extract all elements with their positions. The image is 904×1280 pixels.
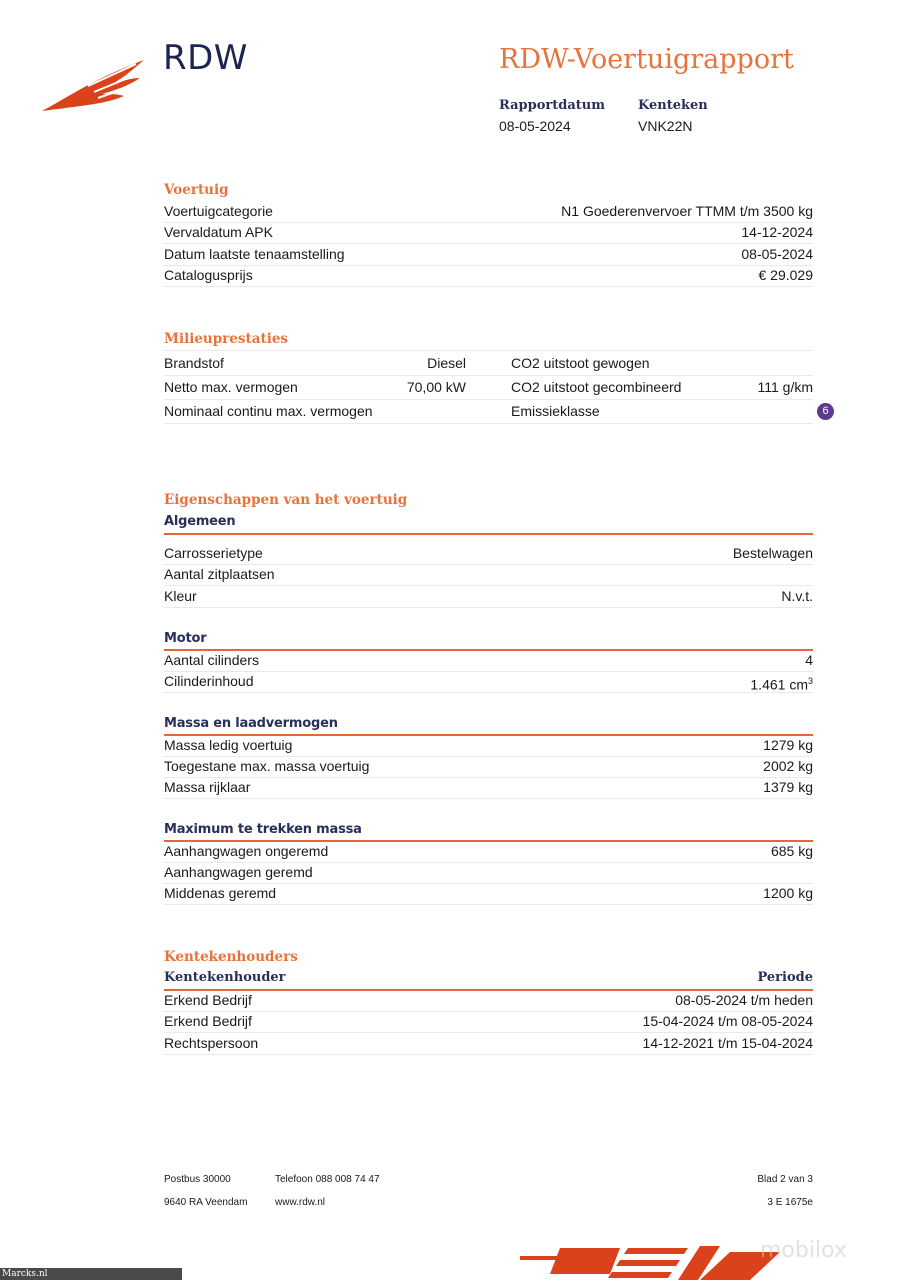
- table-row: [164, 990, 813, 1012]
- row-label: Carrosserietype: [164, 545, 263, 561]
- towing-subtitle: Maximum te trekken massa: [164, 822, 362, 837]
- unit-superscript: 3: [807, 676, 813, 686]
- owners-col-period: Periode: [757, 970, 813, 985]
- row-label: Aantal zitplaatsen: [164, 566, 275, 582]
- row-label: Aanhangwagen ongeremd: [164, 843, 329, 859]
- row-label: Nominaal continu max. vermogen: [164, 403, 373, 419]
- owner-period: 14-12-2021 t/m 15-04-2024: [642, 1035, 813, 1051]
- row-value: 111 g/km: [757, 379, 813, 395]
- row-value: 14-12-2024: [741, 224, 813, 240]
- row-label: Kleur: [164, 588, 197, 604]
- row-label: Netto max. vermogen: [164, 379, 298, 395]
- row-label: Voertuigcategorie: [164, 203, 273, 219]
- footer-web: www.rdw.nl: [275, 1197, 326, 1208]
- row-label: Vervaldatum APK: [164, 224, 273, 240]
- row-label: Cilinderinhoud: [164, 673, 254, 689]
- report-title: RDW-Voertuigrapport: [499, 44, 794, 75]
- table-row: [164, 244, 813, 266]
- rdw-logo-icon: [40, 56, 148, 114]
- row-label: Emissieklasse: [511, 403, 600, 419]
- row-label: Massa ledig voertuig: [164, 737, 293, 753]
- table-row: [164, 564, 813, 586]
- environment-section-title: Milieuprestaties: [164, 331, 289, 347]
- table-row: [164, 222, 813, 244]
- row-label: Aantal cilinders: [164, 652, 259, 668]
- table-row: [164, 376, 813, 400]
- table-row: [164, 265, 813, 287]
- table-row: [164, 883, 813, 905]
- row-value: 1200 kg: [763, 885, 813, 901]
- row-label: Catalogusprijs: [164, 267, 253, 283]
- row-label: CO2 uitstoot gewogen: [511, 355, 650, 371]
- row-value: 70,00 kW: [406, 379, 466, 395]
- footer-city: 9640 RA Veendam: [164, 1197, 248, 1208]
- row-value: N.v.t.: [781, 588, 813, 604]
- owners-col-holder: Kentekenhouder: [164, 970, 286, 985]
- row-label: CO2 uitstoot gecombineerd: [511, 379, 682, 395]
- owner-holder: Erkend Bedrijf: [164, 1013, 252, 1029]
- table-row: [164, 400, 829, 424]
- credit-bar: Marcks.nl: [0, 1268, 182, 1280]
- divider: [164, 350, 813, 351]
- table-row: [164, 543, 813, 565]
- engine-subtitle: Motor: [164, 631, 207, 646]
- report-date-value: 08-05-2024: [499, 118, 571, 134]
- plate-value: VNK22N: [638, 118, 693, 134]
- watermark: mobilox: [760, 1238, 847, 1263]
- brand-name: RDW: [163, 38, 248, 78]
- row-value: 1.461 cm: [750, 676, 808, 693]
- row-value: 2002 kg: [763, 758, 813, 774]
- row-value: Diesel: [427, 355, 466, 371]
- owner-holder: Erkend Bedrijf: [164, 992, 252, 1008]
- row-value: 685 kg: [770, 843, 813, 859]
- owner-holder: Rechtspersoon: [164, 1035, 259, 1051]
- table-row: [164, 756, 813, 778]
- mass-subtitle: Massa en laadvermogen: [164, 716, 338, 731]
- footer-postbus: Postbus 30000: [164, 1174, 231, 1185]
- owners-section-title: Kentekenhouders: [164, 949, 298, 965]
- vehicle-section-title: Voertuig: [164, 182, 229, 198]
- table-row: [164, 1011, 813, 1033]
- general-subtitle: Algemeen: [164, 514, 236, 529]
- properties-section-title: Eigenschappen van het voertuig: [164, 492, 408, 508]
- table-row: [164, 777, 813, 799]
- footer-page: Blad 2 van 3: [757, 1174, 813, 1185]
- row-value: 1379 kg: [763, 779, 813, 795]
- table-row: [164, 671, 813, 693]
- table-row: [164, 201, 813, 223]
- table-row: [164, 352, 813, 376]
- table-row: [164, 650, 813, 672]
- owner-period: 08-05-2024 t/m heden: [675, 992, 813, 1008]
- table-row: [164, 1033, 813, 1055]
- row-value: Bestelwagen: [732, 545, 813, 561]
- footer-code: 3 E 1675e: [767, 1197, 813, 1208]
- emission-class-badge: 6: [817, 403, 834, 420]
- table-row: [164, 735, 813, 757]
- row-value: 4: [805, 652, 813, 668]
- plate-label: Kenteken: [638, 98, 708, 113]
- row-label: Massa rijklaar: [164, 779, 251, 795]
- report-date-label: Rapportdatum: [499, 98, 605, 113]
- row-value: € 29.029: [758, 267, 813, 283]
- row-label: Toegestane max. massa voertuig: [164, 758, 370, 774]
- footer-phone: Telefoon 088 008 74 47: [275, 1174, 380, 1185]
- row-label: Brandstof: [164, 355, 224, 371]
- table-row: [164, 586, 813, 608]
- table-row: [164, 841, 813, 863]
- table-row: [164, 862, 813, 884]
- divider: [164, 533, 813, 535]
- row-label: Aanhangwagen geremd: [164, 864, 313, 880]
- owner-period: 15-04-2024 t/m 08-05-2024: [642, 1013, 813, 1029]
- row-label: Middenas geremd: [164, 885, 277, 901]
- row-value: N1 Goederenvervoer TTMM t/m 3500 kg: [561, 203, 813, 219]
- row-label: Datum laatste tenaamstelling: [164, 246, 345, 262]
- row-value: 08-05-2024: [741, 246, 813, 262]
- row-value: 1279 kg: [763, 737, 813, 753]
